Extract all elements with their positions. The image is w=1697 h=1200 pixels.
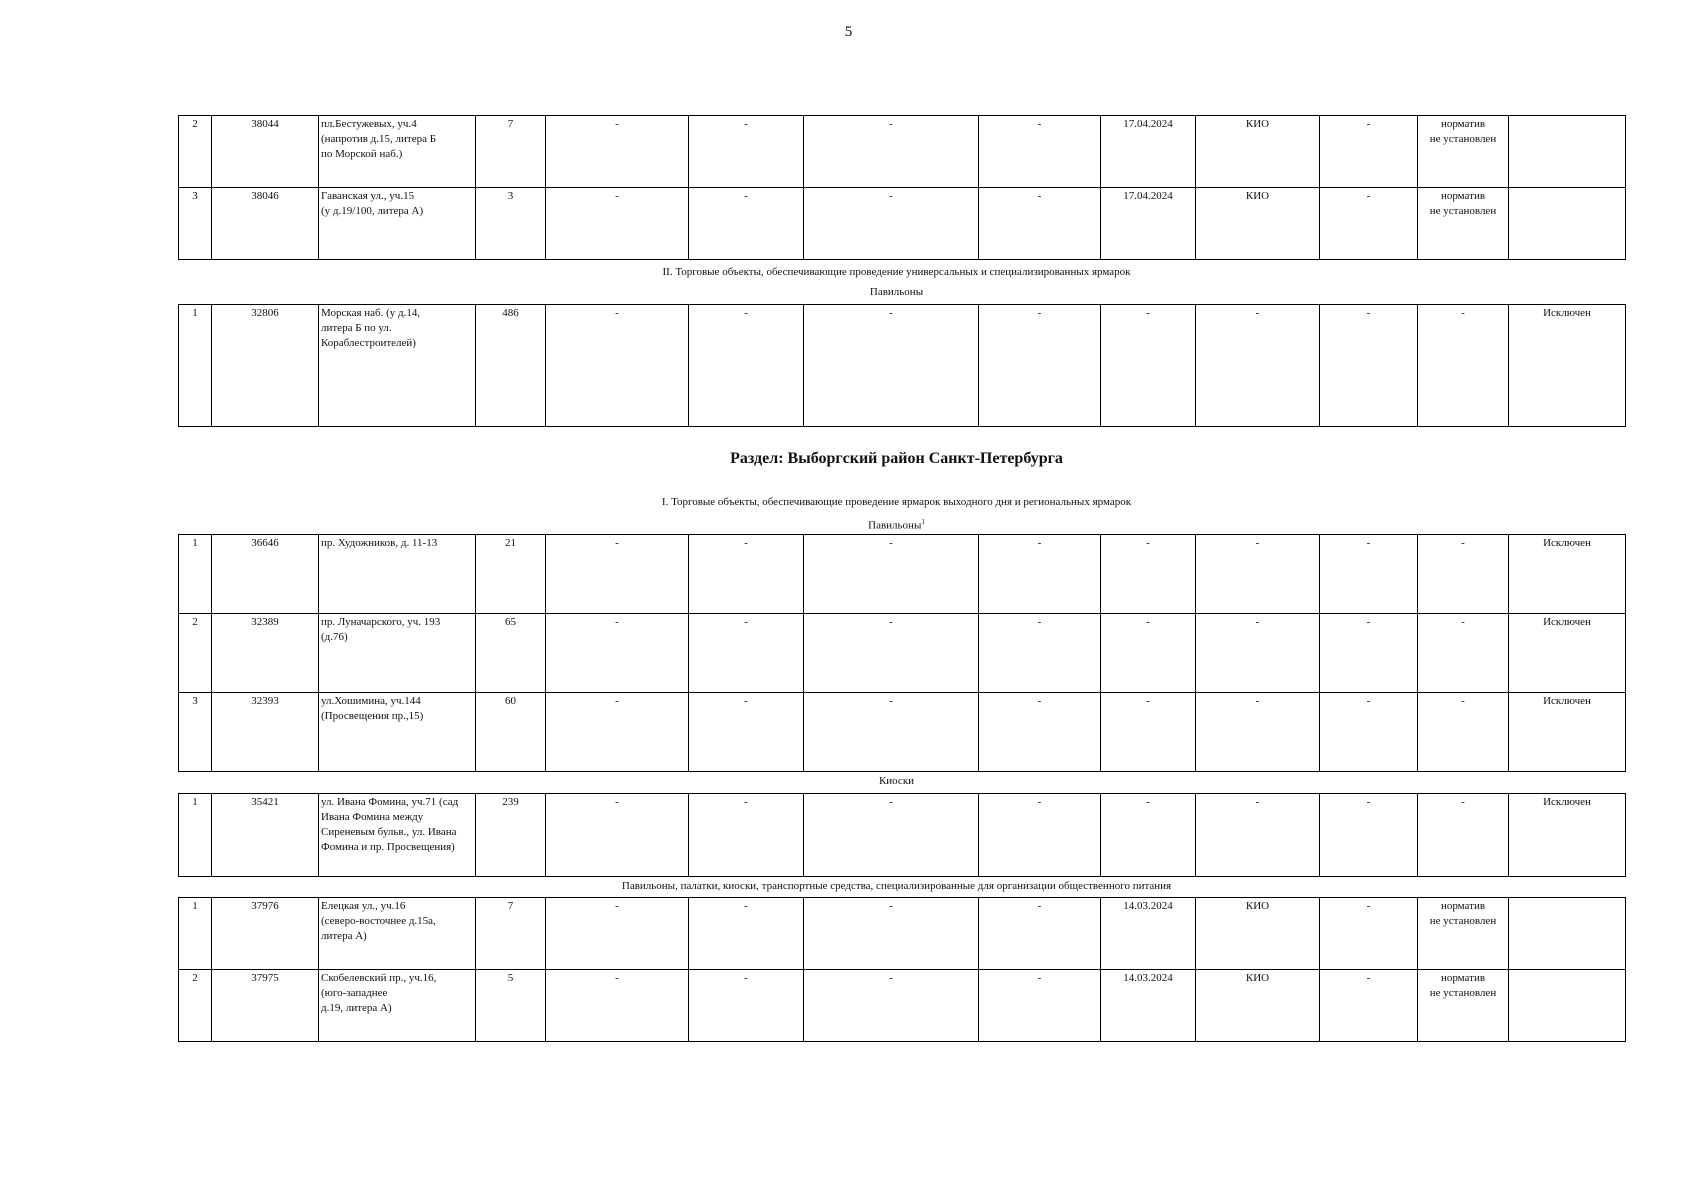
cell-line: норматив xyxy=(1440,900,1486,912)
cell-c10: КИО xyxy=(1196,188,1320,260)
cell-code: 38044 xyxy=(212,116,319,188)
cell-c8: - xyxy=(979,116,1101,188)
cell-c6: - xyxy=(689,970,804,1042)
cell-line: - xyxy=(1461,537,1465,549)
cell-address xyxy=(319,898,476,970)
cell-c7: - xyxy=(804,794,979,877)
cell-line: - xyxy=(1461,695,1465,707)
cell-c6: - xyxy=(689,614,804,693)
cell-area: 21 xyxy=(476,535,546,614)
cell-c12 xyxy=(1418,614,1509,693)
cell-c8: - xyxy=(979,535,1101,614)
cell-c8: - xyxy=(979,305,1101,427)
cell-c8: - xyxy=(979,614,1101,693)
cell-c9: 14.03.2024 xyxy=(1101,898,1196,970)
cell-c13 xyxy=(1509,188,1626,260)
cell-area: 60 xyxy=(476,693,546,772)
cell-c7: - xyxy=(804,970,979,1042)
cell-c8: - xyxy=(979,794,1101,877)
cell-c10: КИО xyxy=(1196,898,1320,970)
cell-c13 xyxy=(1509,116,1626,188)
cell-c10: - xyxy=(1196,794,1320,877)
table-row xyxy=(179,116,1626,188)
cell-c11: - xyxy=(1320,970,1418,1042)
cell-line: - xyxy=(1461,796,1465,808)
cell-c10: - xyxy=(1196,693,1320,772)
cell-line: по Морской наб.) xyxy=(321,148,403,160)
cell-c7: - xyxy=(804,116,979,188)
table-row xyxy=(179,898,1626,970)
cell-line: Фомина и пр. Просвещения) xyxy=(321,841,455,853)
cell-line: (у д.19/100, литера А) xyxy=(321,205,424,217)
cell-c9: 17.04.2024 xyxy=(1101,188,1196,260)
table-row xyxy=(179,794,1626,877)
table-row xyxy=(179,305,1626,427)
cell-c11: - xyxy=(1320,794,1418,877)
cell-c8: - xyxy=(979,188,1101,260)
cell-c9: - xyxy=(1101,614,1196,693)
cell-c11: - xyxy=(1320,305,1418,427)
cell-area: 239 xyxy=(476,794,546,877)
cell-c5: - xyxy=(546,188,689,260)
caption-pavilions-2-text: Павильоны xyxy=(868,519,922,532)
cell-c6: - xyxy=(689,693,804,772)
cell-c13: Исключен xyxy=(1509,535,1626,614)
cell-line: не установлен xyxy=(1429,915,1497,927)
cell-c9: - xyxy=(1101,535,1196,614)
cell-c5: - xyxy=(546,794,689,877)
cell-line: норматив xyxy=(1440,118,1486,130)
cell-address xyxy=(319,116,476,188)
cell-line: (юго-западнее xyxy=(321,987,388,999)
cell-line: не установлен xyxy=(1429,133,1497,145)
cell-line: (Просвещения пр.,15) xyxy=(321,710,424,722)
cell-area: 5 xyxy=(476,970,546,1042)
cell-c12 xyxy=(1418,188,1509,260)
cell-c13: Исключен xyxy=(1509,794,1626,877)
cell-c12 xyxy=(1418,305,1509,427)
cell-line: (северо-восточнее д.15а, xyxy=(321,915,436,927)
cell-code: 32806 xyxy=(212,305,319,427)
cell-c11: - xyxy=(1320,535,1418,614)
table-row xyxy=(179,970,1626,1042)
cell-code: 37975 xyxy=(212,970,319,1042)
cell-c7: - xyxy=(804,305,979,427)
cell-c11: - xyxy=(1320,898,1418,970)
caption-pavilions-1: Павильоны xyxy=(869,286,924,298)
cell-line: не установлен xyxy=(1429,205,1497,217)
footnote-mark: 1 xyxy=(921,518,925,526)
cell-c9: - xyxy=(1101,794,1196,877)
table-vyborg-pavilions xyxy=(178,534,1626,772)
cell-c11: - xyxy=(1320,614,1418,693)
cell-c11: - xyxy=(1320,116,1418,188)
cell-line: норматив xyxy=(1440,190,1486,202)
cell-c8: - xyxy=(979,898,1101,970)
cell-code: 35421 xyxy=(212,794,319,877)
cell-line: - xyxy=(1461,616,1465,628)
cell-c5: - xyxy=(546,116,689,188)
cell-num: 2 xyxy=(179,614,212,693)
cell-c10: - xyxy=(1196,614,1320,693)
table-fairs xyxy=(178,304,1626,427)
cell-c5: - xyxy=(546,898,689,970)
cell-num: 3 xyxy=(179,693,212,772)
cell-address xyxy=(319,535,476,614)
cell-num: 2 xyxy=(179,970,212,1042)
cell-line: Елецкая ул., уч.16 xyxy=(321,900,406,912)
cell-c10: КИО xyxy=(1196,116,1320,188)
cell-c8: - xyxy=(979,693,1101,772)
table-row xyxy=(179,188,1626,260)
cell-c13: Исключен xyxy=(1509,614,1626,693)
table-row xyxy=(179,693,1626,772)
cell-c10: - xyxy=(1196,305,1320,427)
cell-c13 xyxy=(1509,970,1626,1042)
cell-c5: - xyxy=(546,305,689,427)
cell-c12 xyxy=(1418,693,1509,772)
cell-c10: - xyxy=(1196,535,1320,614)
cell-area: 7 xyxy=(476,898,546,970)
table-row xyxy=(179,535,1626,614)
cell-c11: - xyxy=(1320,693,1418,772)
cell-code: 32389 xyxy=(212,614,319,693)
cell-line: литера А) xyxy=(321,930,367,942)
cell-c7: - xyxy=(804,898,979,970)
cell-c5: - xyxy=(546,970,689,1042)
cell-area: 65 xyxy=(476,614,546,693)
cell-c13: Исключен xyxy=(1509,693,1626,772)
cell-c6: - xyxy=(689,188,804,260)
cell-c5: - xyxy=(546,693,689,772)
cell-c13 xyxy=(1509,898,1626,970)
cell-c12 xyxy=(1418,970,1509,1042)
caption-catering: Павильоны, палатки, киоски, транспортные средства, специализированные для организации общественного питания xyxy=(621,880,1172,892)
cell-address xyxy=(319,614,476,693)
section-heading: Раздел: Выборгский район Санкт-Петербурга xyxy=(730,450,1063,467)
cell-area: 486 xyxy=(476,305,546,427)
cell-address xyxy=(319,188,476,260)
cell-c13: Исключен xyxy=(1509,305,1626,427)
cell-address xyxy=(319,693,476,772)
cell-line: пр. Луначарского, уч. 193 xyxy=(321,616,441,628)
cell-line: норматив xyxy=(1440,972,1486,984)
cell-c12 xyxy=(1418,116,1509,188)
table-top xyxy=(178,115,1626,260)
cell-num: 1 xyxy=(179,794,212,877)
table-row xyxy=(179,614,1626,693)
cell-c9: 17.04.2024 xyxy=(1101,116,1196,188)
cell-c8: - xyxy=(979,970,1101,1042)
cell-line: литера Б по ул. xyxy=(321,322,392,334)
cell-c5: - xyxy=(546,614,689,693)
cell-area: 3 xyxy=(476,188,546,260)
cell-line: Морская наб. (у д.14, xyxy=(321,307,421,319)
cell-c12 xyxy=(1418,535,1509,614)
caption-pavilions-2 xyxy=(178,516,1615,533)
cell-code: 36646 xyxy=(212,535,319,614)
cell-c12 xyxy=(1418,794,1509,877)
table-catering xyxy=(178,897,1626,1042)
cell-num: 1 xyxy=(179,535,212,614)
cell-num: 1 xyxy=(179,898,212,970)
cell-num: 2 xyxy=(179,116,212,188)
cell-address xyxy=(319,305,476,427)
cell-line: пл.Бестужевых, уч.4 xyxy=(321,118,417,130)
cell-line: Ивана Фомина между xyxy=(321,811,424,823)
cell-line: Кораблестроителей) xyxy=(321,337,416,349)
cell-line: Скобелевский пр., уч.16, xyxy=(321,972,437,984)
cell-c11: - xyxy=(1320,188,1418,260)
cell-c10: КИО xyxy=(1196,970,1320,1042)
cell-line: Гаванская ул., уч.15 xyxy=(321,190,415,202)
cell-c6: - xyxy=(689,305,804,427)
cell-address xyxy=(319,794,476,877)
caption-fairs-2: II. Торговые объекты, обеспечивающие проведение универсальных и специализированных ярмарок xyxy=(662,266,1131,278)
cell-line: - xyxy=(1461,307,1465,319)
cell-line: не установлен xyxy=(1429,987,1497,999)
cell-line: (д.76) xyxy=(321,631,348,643)
cell-c7: - xyxy=(804,535,979,614)
cell-c6: - xyxy=(689,116,804,188)
cell-code: 32393 xyxy=(212,693,319,772)
cell-c5: - xyxy=(546,535,689,614)
cell-c6: - xyxy=(689,535,804,614)
cell-c7: - xyxy=(804,188,979,260)
cell-num: 1 xyxy=(179,305,212,427)
cell-line: Сиреневым бульв., ул. Ивана xyxy=(321,826,457,838)
cell-c6: - xyxy=(689,898,804,970)
cell-c9: 14.03.2024 xyxy=(1101,970,1196,1042)
cell-c7: - xyxy=(804,614,979,693)
cell-line: ул. Ивана Фомина, уч.71 (сад xyxy=(321,796,459,808)
cell-c7: - xyxy=(804,693,979,772)
cell-c9: - xyxy=(1101,305,1196,427)
caption-kiosks: Киоски xyxy=(878,775,915,787)
cell-c12 xyxy=(1418,898,1509,970)
table-kiosks xyxy=(178,793,1626,877)
page-number: 5 xyxy=(844,24,853,40)
cell-line: д.19, литера А) xyxy=(321,1002,392,1014)
cell-c9: - xyxy=(1101,693,1196,772)
cell-line: пр. Художников, д. 11-13 xyxy=(321,537,438,549)
cell-code: 37976 xyxy=(212,898,319,970)
cell-num: 3 xyxy=(179,188,212,260)
cell-line: ул.Хошимина, уч.144 xyxy=(321,695,421,707)
cell-code: 38046 xyxy=(212,188,319,260)
cell-c6: - xyxy=(689,794,804,877)
cell-area: 7 xyxy=(476,116,546,188)
cell-address xyxy=(319,970,476,1042)
caption-fairs-1: I. Торговые объекты, обеспечивающие проведение ярмарок выходного дня и региональных ярмарок xyxy=(661,496,1132,508)
cell-line: (напротив д.15, литера Б xyxy=(321,133,437,145)
